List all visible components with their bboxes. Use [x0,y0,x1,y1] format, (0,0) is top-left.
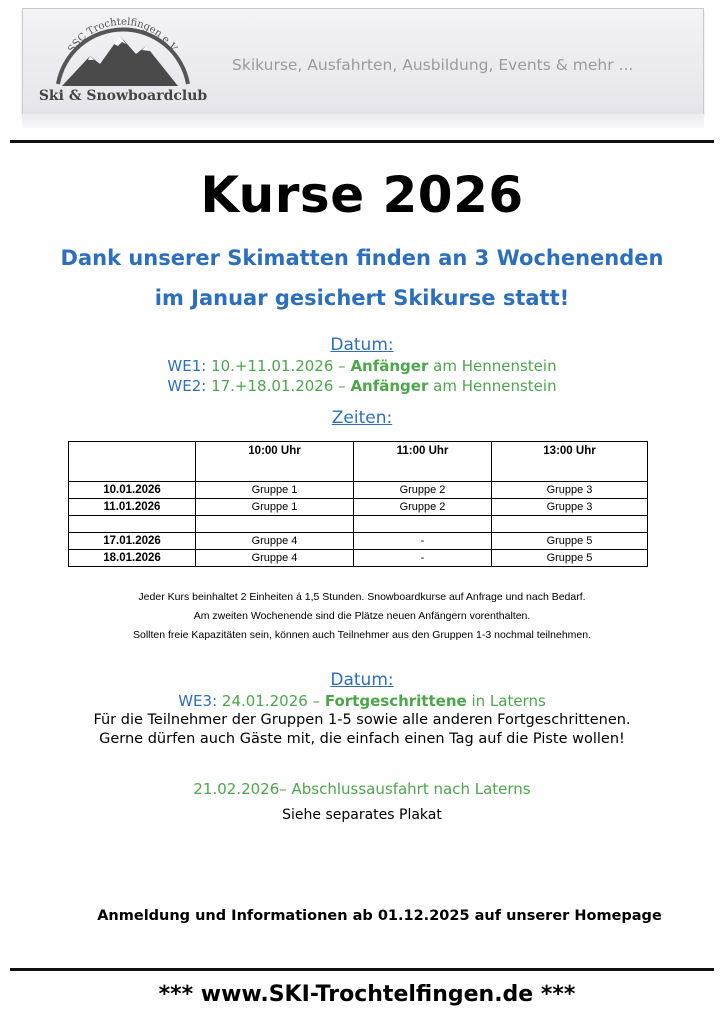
table-cell: Gruppe 4 [196,550,354,567]
we3-text-2: Gerne dürfen auch Gäste mit, die einfach einen Tag auf die Piste wollen! [99,731,625,747]
headline-line-2: im Januar gesichert Skikurse statt! [154,286,570,310]
note-line-2: Am zweiten Wochenende sind die Plätze neuen Anfängern vorenthalten. [193,610,531,622]
footer-website[interactable]: *** www.SKI-Trochtelfingen.de *** [158,982,576,1007]
table-row [69,533,648,550]
we3-place: in Laterns [471,692,546,710]
table-row [69,499,648,516]
closing-trip-sub: Siehe separates Plakat [282,807,442,823]
table-cell: Gruppe 3 [492,499,648,516]
table-header-row [69,442,648,482]
we2-dates: 17.+18.01.2026 – [211,377,346,395]
table-cell: Gruppe 4 [196,533,354,550]
page-title: Kurse 2026 [200,166,524,224]
we3-dates: 24.01.2026 – [221,692,321,710]
table-cell: Gruppe 3 [492,482,648,499]
we1-place: am Hennenstein [433,357,557,375]
table-cell: Gruppe 1 [196,482,354,499]
table-cell: Gruppe 2 [354,499,492,516]
table-cell: Gruppe 2 [354,482,492,499]
registration-note: Anmeldung und Informationen ab 01.12.2025 auf unserer Homepage [97,908,662,924]
we2-line [0,377,724,395]
table-cell [492,516,648,533]
note-line-1: Jeder Kurs beinhaltet 2 Einheiten á 1,5 Stunden. Snowboardkurse auf Anfrage und nach Bedarf. [138,591,586,603]
logo-club-name: Ski & Snowboardclub [38,88,208,104]
table-header-cell: 13:00 Uhr [492,442,648,482]
logo-arc-text: SSC Trochtelfingen e.V. [66,16,180,55]
we3-text-1: Für die Teilnehmer der Gruppen 1-5 sowie alle anderen Fortgeschrittenen. [93,712,631,728]
we1-level: Anfänger [350,357,429,375]
table-cell: - [354,550,492,567]
table-date-cell: 17.01.2026 [69,533,196,550]
we1-line [0,357,724,375]
table-header-cell: 11:00 Uhr [354,442,492,482]
we2-prefix: WE2: [167,377,207,395]
date-label-1: Datum: [330,335,394,355]
table-cell [69,516,196,533]
table-header-cell: 10:00 Uhr [196,442,354,482]
bottom-divider [10,968,714,971]
top-divider [10,140,714,143]
date-label-2: Datum: [330,670,394,690]
table-cell: - [354,533,492,550]
table-date-cell: 11.01.2026 [69,499,196,516]
header-banner-shadow [22,114,704,128]
we3-level: Fortgeschrittene [324,692,467,710]
we1-prefix: WE1: [167,357,207,375]
headline-line-1: Dank unserer Skimatten finden an 3 Wochenenden [60,246,664,270]
table-row [69,550,648,567]
note-line-3: Sollten freie Kapazitäten sein, können auch Teilnehmer aus den Gruppen 1-3 nochmal teilnehmen. [132,629,592,641]
table-date-cell: 18.01.2026 [69,550,196,567]
we2-level: Anfänger [350,377,429,395]
table-cell: Gruppe 5 [492,533,648,550]
table-cell: Gruppe 1 [196,499,354,516]
we3-line [0,692,724,710]
table-cell [354,516,492,533]
table-row-spacer [69,516,648,533]
table-cell [196,516,354,533]
table-row [69,482,648,499]
closing-trip-line: 21.02.2026– Abschlussausfahrt nach Laterns [193,780,531,798]
we1-dates: 10.+11.01.2026 – [211,357,346,375]
table-header-cell [69,442,196,482]
times-label: Zeiten: [331,408,393,428]
table-cell: Gruppe 5 [492,550,648,567]
table-date-cell: 10.01.2026 [69,482,196,499]
schedule-table [68,441,648,567]
we2-place: am Hennenstein [433,377,557,395]
we3-prefix: WE3: [178,692,218,710]
header-tagline: Skikurse, Ausfahrten, Ausbildung, Events & mehr ... [232,56,634,74]
